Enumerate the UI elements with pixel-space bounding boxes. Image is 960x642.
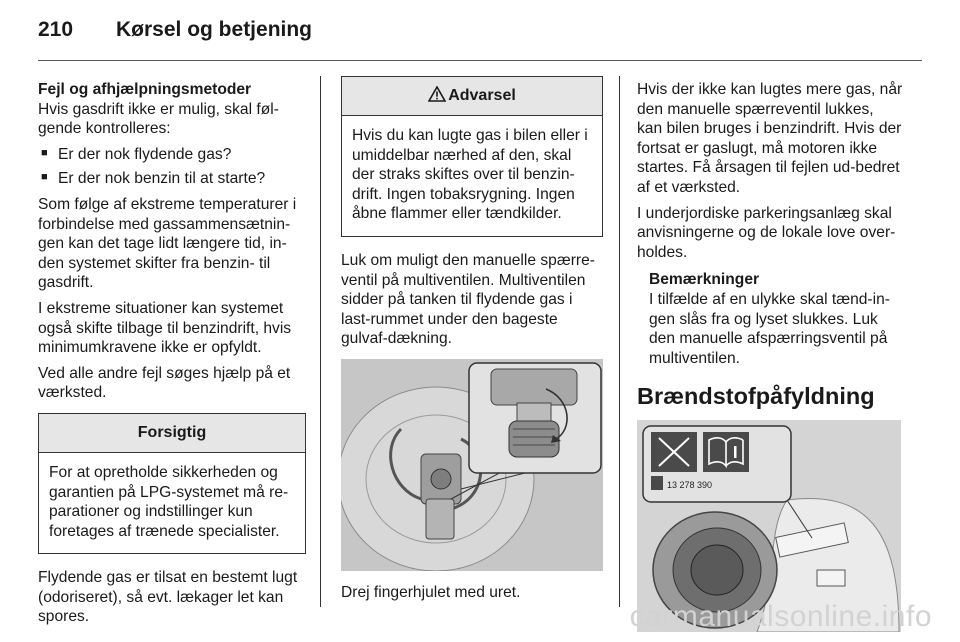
caution-text: For at opretholde sikkerheden og garantien på LPG-systemet må re-parationer og indstillinger kun foretages af trænede specialister. — [49, 463, 289, 540]
paragraph: I underjordiske parkeringsanlæg skal anvisningerne og de lokale love over-holdes. — [637, 204, 896, 261]
paragraph: Luk om muligt den manuelle spærre-ventil på multiventilen. Multiventilen sidder på tanken til flydende gas i last-rummet under den bageste gulvaf-dækning. — [341, 251, 595, 348]
caution-box — [38, 413, 306, 554]
page-number: 210 — [38, 18, 74, 41]
column-divider — [619, 76, 620, 607]
paragraph: Ved alle andre fejl søges hjælp på et værksted. — [38, 364, 291, 402]
paragraph: Som følge af ekstreme temperaturer i forbindelse med gassammensætnin-gen kan det tage lidt længere tid, in-den systemet skifter fra benzin- til gasdrift. — [38, 195, 297, 292]
multivalve-illustration — [341, 359, 603, 571]
list-item: ■ Er der nok benzin til at starte? — [38, 169, 306, 189]
header-rule — [38, 60, 922, 61]
note-block — [637, 270, 903, 368]
figure-caption: Drej fingerhjulet med uret. — [341, 583, 521, 601]
paragraph: Flydende gas er tilsat en bestemt lugt (odoriseret), så evt. lækager let kan spores. — [38, 569, 298, 626]
note-title: Bemærkninger — [649, 271, 760, 289]
column-divider — [320, 76, 321, 607]
column-2 — [341, 80, 603, 609]
warning-header — [342, 77, 602, 116]
warning-icon — [428, 86, 446, 102]
paragraph: Hvis der ikke kan lugtes mere gas, når den manuelle spærreventil lukkes, kan bilen bruges i benzindrift. Hvis der fortsat er gaslugt, må motoren ikke startes. Få årsagen til fejlen ud-bedret af et værksted. — [637, 81, 903, 196]
multivalve-drawing — [341, 359, 603, 571]
column-3 — [637, 80, 903, 632]
warning-box — [341, 76, 603, 237]
paragraph: I ekstreme situationer kan systemet også skifte tilbage til benzindrift, hvis minimumkravene ikke er opfyldt. — [38, 299, 292, 357]
intro-paragraph: Hvis gasdrift ikke er mulig, skal føl-gende kontrolleres: — [38, 100, 279, 138]
warning-title: Advarsel — [448, 87, 516, 104]
warning-text: Hvis du kan lugte gas i bilen eller i umiddelbar nærhed af den, skal der straks skiftes over til benzin-drift. Ingen tobaksrygning. Ingen åbne flammer eller tændkilder. — [352, 127, 588, 223]
column-1 — [38, 80, 306, 633]
watermark: carmanualsonline.info — [629, 600, 932, 633]
section-heading: Brændstofpåfyldning — [637, 383, 875, 410]
page-title: Kørsel og betjening — [116, 18, 313, 41]
label-code: 13 278 390 — [667, 480, 713, 491]
subheading: Fejl og afhjælpningsmetoder — [38, 81, 252, 98]
note-text: I tilfælde af en ulykke skal tænd-in-gen slås fra og lyset slukkes. Luk den manuelle afspærringsventil på multiventilen. — [649, 290, 890, 367]
list-item: ■ Er der nok flydende gas? — [38, 145, 306, 165]
check-list — [38, 145, 306, 189]
caution-title: Forsigtig — [39, 414, 305, 453]
